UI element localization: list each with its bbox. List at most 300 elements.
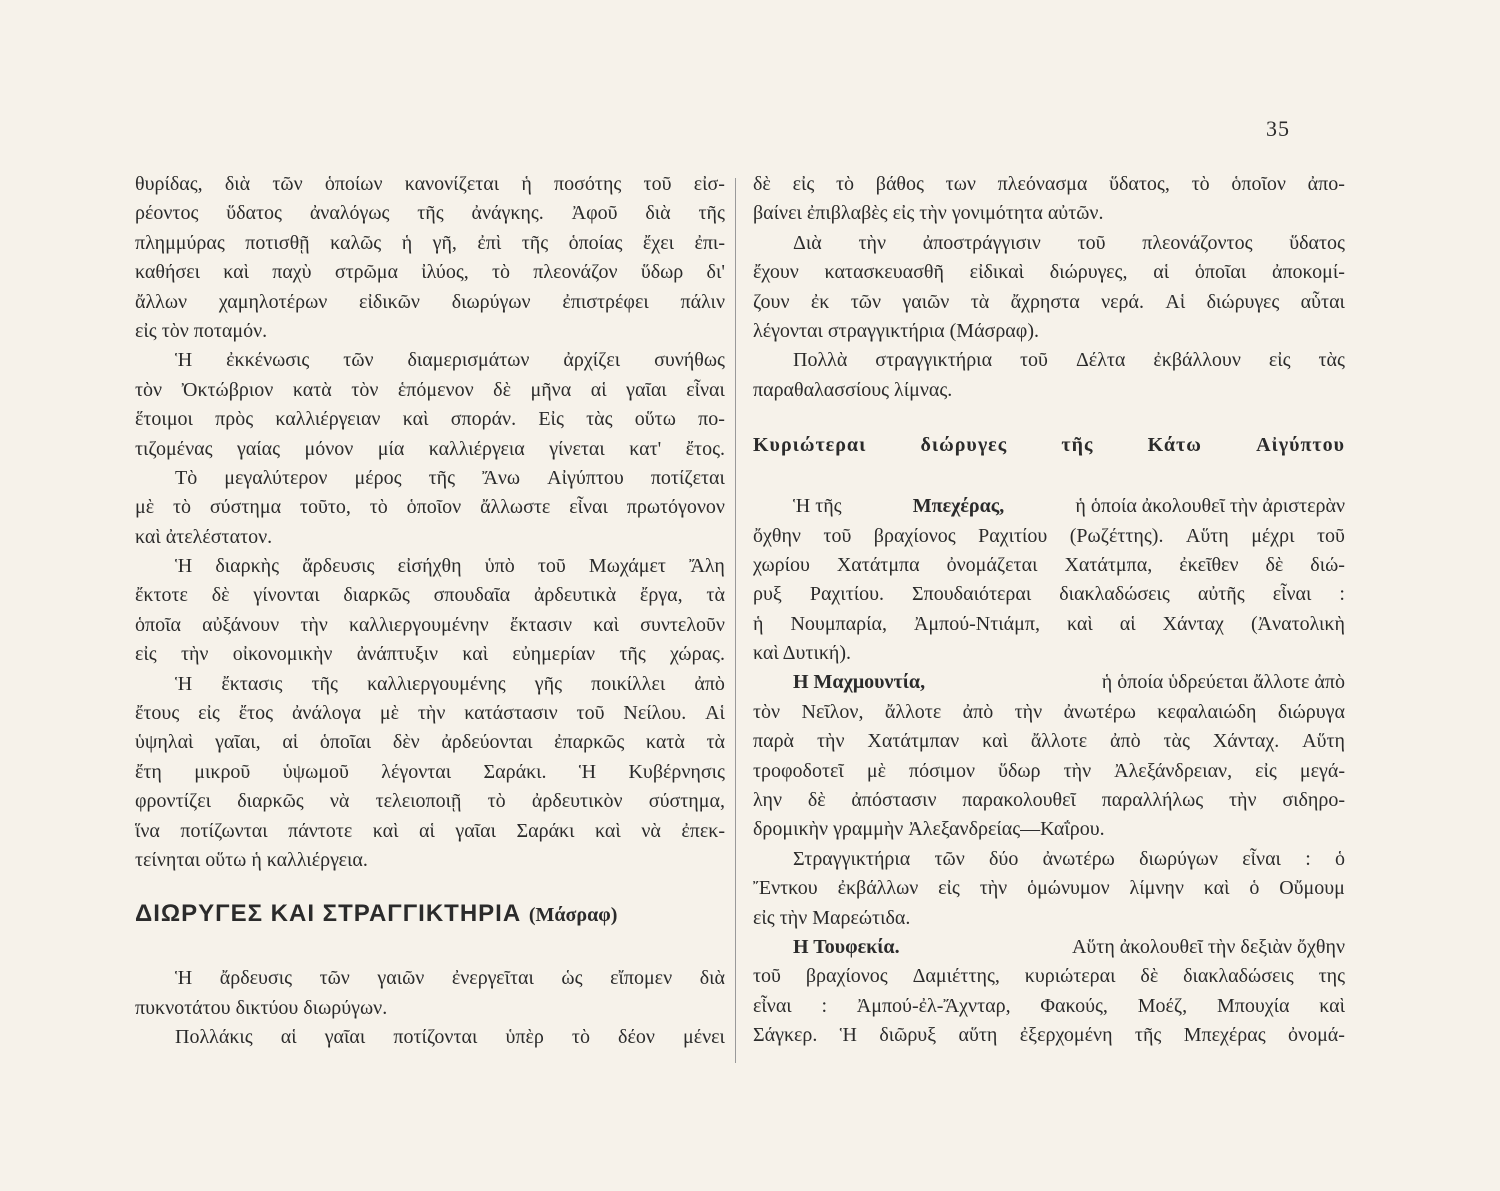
word: αἱ <box>590 378 607 401</box>
word: χώρας. <box>669 643 725 666</box>
word: καθήσει <box>135 261 200 284</box>
word: αἱ <box>1119 612 1136 635</box>
word: καὶ <box>593 613 619 636</box>
word: τὸ <box>1191 173 1210 195</box>
text-line <box>753 492 1345 521</box>
word: Αἱ <box>1165 290 1186 313</box>
word: καλῶς <box>330 231 382 254</box>
word: ἔχει <box>642 231 674 254</box>
word: καὶ <box>1203 877 1230 900</box>
word: Δέλτα <box>1075 349 1126 372</box>
word: : <box>1305 847 1311 870</box>
word: διὰ <box>645 202 671 225</box>
word: τοῦ <box>576 702 605 725</box>
text-line: τείνηται οὕτω ἡ καλλιέργεια. <box>135 848 368 871</box>
word: ἀποστράγγισιν <box>922 231 1041 254</box>
word: τοῦ <box>753 965 781 988</box>
heading-word: διώρυγες <box>920 434 1008 457</box>
paragraph <box>753 229 1345 347</box>
word: εἰς <box>135 643 157 666</box>
word: ἔργα, <box>639 584 683 607</box>
word: εἰς <box>1255 759 1277 782</box>
word: Ἡ <box>839 1024 857 1047</box>
word: διακλαδώσεις <box>1183 965 1294 988</box>
word: ἐκβάλλων <box>837 877 919 900</box>
word: διώ- <box>1310 553 1345 576</box>
canal-name: Η Τουφεκία. <box>793 935 900 958</box>
word: Ἡ <box>175 672 193 695</box>
text-line: πυκνοτάτου δικτύου διωρύγων. <box>135 996 388 1019</box>
word: δὲ <box>1140 965 1159 988</box>
word: τὸν <box>135 378 163 401</box>
text-line <box>753 874 1345 903</box>
paragraph <box>753 492 1345 668</box>
word: τῆς <box>428 466 455 489</box>
word: ἵνα <box>135 819 160 842</box>
word: νὰ <box>641 819 661 842</box>
word: αἱ <box>419 819 435 842</box>
word: γῆς <box>534 672 562 695</box>
text-line <box>135 581 725 610</box>
word: καὶ <box>402 408 429 431</box>
text-line <box>753 288 1345 317</box>
word: ὀνομάζεται <box>946 553 1038 576</box>
word: παχὺ <box>272 261 312 284</box>
word: Μωχάμετ <box>588 555 666 578</box>
word: γαῖαι <box>455 819 496 842</box>
word: ἄρδευσις <box>219 967 293 990</box>
word: νερά. <box>1101 290 1144 313</box>
text-line <box>135 493 725 522</box>
word: ὁποῖαι <box>1194 261 1247 284</box>
word: Ἀφοῦ <box>571 202 618 225</box>
word: Χατάτμπαν <box>867 730 960 753</box>
column-divider <box>735 178 736 1063</box>
word: ὁποῖον <box>1231 173 1286 195</box>
word: ἀνάπτυξιν <box>356 643 439 666</box>
word: Φακούς, <box>1040 994 1108 1017</box>
heading-word: τῆς <box>1061 434 1094 457</box>
canal-name: Η Μαχμουντία, <box>793 671 926 694</box>
word: Μπεχέρας <box>1183 1024 1266 1047</box>
word: διώρυγες, <box>1049 261 1128 284</box>
text-line <box>135 199 725 228</box>
word: (Ρωζέττης). <box>1069 524 1164 547</box>
word: ἐπιστρέφει <box>562 290 649 313</box>
word: τῆς <box>619 643 646 666</box>
word: εἶναι <box>1242 847 1281 870</box>
word: ὁποίας <box>568 231 623 254</box>
text-line <box>753 698 1345 727</box>
heading-word: Αἰγύπτου <box>1256 434 1345 457</box>
word: χαμηλοτέρων <box>218 290 328 313</box>
word: ὡς <box>561 967 583 990</box>
text-line <box>753 170 1345 199</box>
word: καλλιέργειαν <box>275 408 381 431</box>
word: ἀρδευτικὸν <box>531 790 623 813</box>
word: ἔχουν <box>753 261 799 284</box>
word: κατάστασιν <box>464 702 558 725</box>
word: κατὰ <box>292 378 332 401</box>
word: ὕδατος <box>1289 231 1345 254</box>
word: τὸν <box>351 378 379 401</box>
paragraph <box>135 170 725 346</box>
word: διώρυγα <box>1277 700 1345 723</box>
word: ἡ <box>753 612 764 635</box>
word: ἔκτοτε <box>135 584 188 607</box>
word: Σαράκι <box>516 819 575 842</box>
word: τῆς <box>417 202 444 225</box>
word: ὕδατος, <box>1109 173 1170 195</box>
word: παρὰ <box>753 730 795 753</box>
word: καὶ <box>223 261 249 284</box>
word: διωρύγων <box>451 290 531 313</box>
word: ἔτος <box>238 702 274 725</box>
heading-word: Κάτω <box>1147 434 1202 457</box>
word: τελειοποιῇ <box>375 790 462 813</box>
paragraph <box>135 1023 725 1052</box>
text-line: λέγονται στραγγικτήρια (Μάσραφ). <box>753 319 1039 342</box>
word: ποτισθῇ <box>245 231 310 254</box>
text-line <box>135 435 725 464</box>
word: ἀνωτέρω <box>1042 847 1115 870</box>
word: Χάνταχ <box>1162 612 1224 635</box>
word: εἰς <box>198 702 220 725</box>
word: σπουδαῖα <box>433 584 511 607</box>
word: Αἱ <box>705 702 725 725</box>
word: Διὰ <box>793 231 822 254</box>
word: Ἄνω <box>482 466 521 489</box>
word: καὶ <box>982 730 1008 753</box>
word: πρὸς <box>215 408 254 431</box>
word: ἀρδευτικὰ <box>533 584 617 607</box>
word: στρῶμα <box>334 261 398 284</box>
word: ὀνομά- <box>1288 1024 1345 1047</box>
word: τοῦ <box>537 555 566 578</box>
word: μεγά- <box>1299 759 1345 782</box>
word: Ἄλη <box>689 555 725 578</box>
page-number: 35 <box>1266 116 1290 141</box>
word: λίμνην <box>1129 877 1184 900</box>
word: μένει <box>682 1026 725 1049</box>
word: αἱ <box>1153 261 1170 284</box>
word: Μπουχία <box>1216 994 1290 1017</box>
paragraph <box>753 933 1345 1051</box>
word: ἄλλοτε <box>1030 730 1088 753</box>
word: κανονίζεται <box>404 173 500 195</box>
word: εἰσ- <box>693 173 725 195</box>
paragraph <box>753 170 1345 229</box>
word: διαρκὴς <box>215 555 280 578</box>
word: εἰδικῶν <box>359 290 420 313</box>
word: Ραχιτίου. <box>809 583 885 606</box>
word: βραχίονος <box>873 524 956 547</box>
word: τῶν <box>934 847 965 870</box>
text-line <box>753 727 1345 756</box>
word: Μοέζ, <box>1137 994 1188 1017</box>
word: οὕτω <box>634 408 676 431</box>
text-line <box>135 699 725 728</box>
word: συντελοῦν <box>640 613 725 636</box>
word: πρωτόγονον <box>626 496 725 519</box>
word: της <box>1318 965 1345 988</box>
word: εἰς <box>792 173 815 195</box>
word: δύο <box>989 847 1019 870</box>
word: ἐπὶ <box>477 231 502 254</box>
word: τὰ <box>706 584 725 607</box>
word: μὲ <box>135 496 155 519</box>
word: δὲ <box>211 584 230 607</box>
word: γαιῶν <box>902 290 950 313</box>
word: ὕδωρ <box>640 261 684 284</box>
word: γῆ, <box>432 231 457 254</box>
paragraph <box>135 964 725 1023</box>
word: τοῦ <box>823 524 852 547</box>
word: νὰ <box>329 790 350 813</box>
word: δι' <box>706 261 725 284</box>
text-line <box>753 580 1345 609</box>
word: ὑπὲρ <box>505 1026 544 1049</box>
word: σποράν. <box>450 408 517 431</box>
word: αὐξάνουν <box>202 613 280 636</box>
word: Ἀμπού-ἐλ-Ἄχνταρ, <box>856 994 1011 1017</box>
word: τῶν <box>850 290 881 313</box>
text-line <box>135 611 725 640</box>
section-heading-title: ΔΙΩΡΥΓΕΣ ΚΑΙ ΣΤΡΑΓΓΙΚΤΗΡΙΑ <box>135 900 522 928</box>
word: δὲ <box>1265 553 1284 576</box>
text-line <box>753 551 1345 580</box>
word: Χάνταχ. <box>1212 730 1280 753</box>
word: ποσότης <box>554 173 622 195</box>
word: ἔκτασις <box>221 672 283 695</box>
word: τὴν <box>300 613 328 636</box>
word: εἶναι <box>569 496 608 519</box>
text-line: δρομικὴν γραμμὴν Ἀλεξανδρείας—Καΐρου. <box>753 818 1105 841</box>
word: ἐκκένωσις <box>226 349 310 372</box>
word: ἀρδεύονται <box>441 731 533 754</box>
word: τὴν <box>180 643 209 666</box>
word: ὁ <box>1335 847 1345 870</box>
word: στραγγικτήρια <box>875 349 993 372</box>
text-line <box>753 668 1345 697</box>
word: Ἡ <box>175 349 193 372</box>
word: εἰς <box>938 877 960 900</box>
word: καὶ <box>1319 994 1345 1017</box>
word: τὸ <box>487 790 506 813</box>
word: τῆς <box>1134 1024 1162 1047</box>
text-line <box>135 640 725 669</box>
word: διακλαδώσεις <box>1059 583 1170 606</box>
word: Αὕτη <box>1302 730 1345 753</box>
word: παραλλήλως <box>1101 789 1204 812</box>
word: αἱ <box>280 1026 297 1049</box>
word: λην <box>753 789 783 812</box>
text-line <box>753 757 1345 786</box>
word: Νείλου. <box>623 702 687 725</box>
word: πλεόνασμα <box>997 173 1088 195</box>
subsection-heading <box>753 429 1345 461</box>
text-line <box>753 346 1345 375</box>
word: καὶ <box>595 819 621 842</box>
word: ποτίζονται <box>393 1026 478 1049</box>
paragraph <box>135 346 725 464</box>
word: ποικίλλει <box>591 672 666 695</box>
word: τὰς <box>1318 349 1345 372</box>
word: τὰ <box>706 731 725 754</box>
text-line <box>135 376 725 405</box>
word: γαῖαι <box>626 378 667 401</box>
paragraph <box>135 670 725 876</box>
word: ἔτους <box>135 702 180 725</box>
text-line <box>135 405 725 434</box>
paragraph <box>753 845 1345 933</box>
word: τοῦ <box>1020 349 1048 372</box>
text-line <box>135 346 725 375</box>
word: πλεονάζον <box>533 261 618 284</box>
word: διῶρυξ <box>879 1024 937 1047</box>
word: τοῦ <box>643 173 672 195</box>
word: καλλιέργεια <box>428 437 525 460</box>
word: κατ' <box>629 437 662 460</box>
text-line <box>753 610 1345 639</box>
lead-text: Αὕτη ἀκολουθεῖ τὴν δεξιὰν ὄχθην <box>1071 935 1345 958</box>
word: Πολλάκις <box>175 1026 253 1049</box>
word: ἀπο- <box>1307 173 1345 195</box>
word: εἶναι <box>753 994 792 1017</box>
word: πάντοτε <box>288 819 353 842</box>
word: κατὰ <box>645 731 685 754</box>
paragraph <box>753 346 1345 405</box>
word: ἀνάγκης. <box>471 202 544 225</box>
word: τὴν <box>1063 759 1092 782</box>
word: ὁποίων <box>324 173 383 195</box>
word: τὰς <box>1163 730 1190 753</box>
word: μὲ <box>379 702 399 725</box>
word: Σπουδαιότεραι <box>912 583 1032 606</box>
word: Δαμιέττης, <box>912 965 1000 988</box>
word: τὴν <box>1228 789 1257 812</box>
word: αἱ <box>282 731 299 754</box>
word: ἐπι- <box>694 231 725 254</box>
word: Ραχιτίου <box>978 524 1048 547</box>
word: ἐπεκ- <box>681 819 725 842</box>
word: δὲ <box>807 789 826 812</box>
text-line: παραθαλασσίους λίμνας. <box>753 378 953 401</box>
word: ἀποκομί- <box>1271 261 1345 284</box>
lead-text: ἡ ὁποία ἀκολουθεῖ τὴν ἀριστερὰν <box>1075 495 1345 518</box>
word: ἀνάλογα <box>291 702 361 725</box>
word: ἔτη <box>135 760 162 783</box>
word: τὸ <box>172 496 192 519</box>
word: εἶναι <box>686 378 725 401</box>
word: Αὕτη <box>1185 524 1229 547</box>
word: ἀρχίζει <box>563 349 621 372</box>
word: ὄχθην <box>753 524 801 547</box>
word: των <box>945 173 976 195</box>
word: Ὀκτώβριον <box>181 378 274 401</box>
word: Νεῖλον, <box>801 700 864 723</box>
word: χωρίου <box>753 553 810 576</box>
text-line: εἰς τὴν Μαρεώτιδα. <box>753 906 911 929</box>
text-line: καὶ Δυτική). <box>753 642 852 665</box>
word: Σαράκι. <box>483 760 547 783</box>
word: σιδηρο- <box>1282 789 1345 812</box>
paragraph <box>135 552 725 670</box>
word: ὑπὸ <box>484 555 515 578</box>
word: εἰδικαὶ <box>969 261 1025 284</box>
word: ἄρδευσις <box>302 555 375 578</box>
word: πο- <box>698 408 725 431</box>
word: μεγαλύτερον <box>224 466 328 489</box>
word: Στραγγικτήρια <box>793 847 911 870</box>
text-line <box>135 758 725 787</box>
word: σύστημα, <box>648 790 725 813</box>
word: τοῦ <box>1077 231 1106 254</box>
text-line <box>135 170 725 199</box>
word: δὲν <box>392 731 420 754</box>
word: ὁποῖα <box>135 613 181 636</box>
word: τῆς <box>521 231 549 254</box>
word: ἐνεργεῖται <box>451 967 534 990</box>
word: πλημμύρας <box>135 231 225 254</box>
right-column <box>753 170 1345 1051</box>
text-line <box>135 464 725 493</box>
word: ἀπόστασιν <box>851 789 937 812</box>
word: Χατάτμπα <box>836 553 920 576</box>
word: δὲ <box>753 173 771 195</box>
word: ἀπὸ <box>962 700 994 723</box>
word: ὕδωρ <box>998 759 1041 782</box>
text-line <box>135 288 725 317</box>
text-line <box>135 964 725 993</box>
word: διαρκῶς <box>343 584 410 607</box>
word: Χατάτμπα, <box>1064 553 1153 576</box>
word: ἐκβάλλουν <box>1153 349 1241 372</box>
word: ἀνωτέρω <box>1063 700 1136 723</box>
word: εἰς <box>1268 349 1291 372</box>
word: τὴν <box>816 730 845 753</box>
word: γαῖαι, <box>215 731 261 754</box>
text-line <box>135 728 725 757</box>
text-line <box>135 1023 725 1052</box>
left-column <box>135 170 725 1053</box>
section-heading-subtitle: (Μάσραφ) <box>528 904 618 927</box>
word: δέον <box>618 1026 655 1049</box>
word: Τὸ <box>175 466 198 489</box>
word: Ἀμπού-Ντιάμπ, <box>913 612 1040 635</box>
text-line <box>135 787 725 816</box>
lead-text: ἡ ὁποία ὑδρεύεται ἄλλοτε ἀπὸ <box>1101 671 1345 694</box>
text-line <box>753 845 1345 874</box>
word: τὸ <box>369 496 388 519</box>
word: Ἡ <box>578 760 597 783</box>
word: ἕτοιμοι <box>135 408 193 431</box>
word: αὕτη <box>958 1024 998 1047</box>
word: διαρκῶς <box>237 790 304 813</box>
word: γαίας <box>236 437 281 460</box>
word: σύστημα <box>209 496 282 519</box>
text-line <box>135 258 725 287</box>
word: τὴν <box>858 231 886 254</box>
word: καὶ <box>372 819 399 842</box>
word: γαιῶν <box>377 967 425 990</box>
word: ἄλλοτε <box>884 700 942 723</box>
word: ρυξ <box>753 583 782 606</box>
lead-text: Ἡ τῆς <box>793 495 842 518</box>
text-line <box>753 786 1345 815</box>
word: θυρίδας, <box>135 173 203 195</box>
word: μὲ <box>866 759 886 782</box>
